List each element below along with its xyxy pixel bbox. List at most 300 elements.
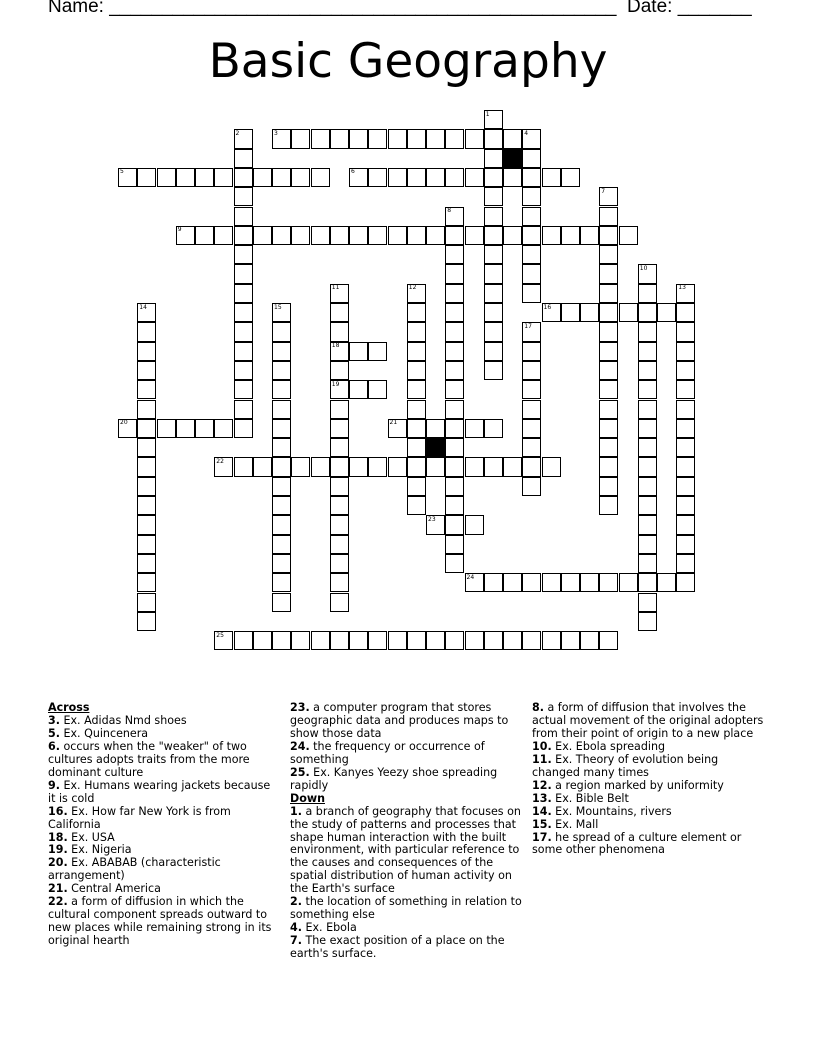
grid-cell[interactable]	[445, 631, 464, 650]
grid-cell[interactable]	[676, 322, 695, 341]
grid-cell[interactable]	[484, 631, 503, 650]
grid-cell[interactable]	[330, 496, 349, 515]
grid-cell[interactable]	[234, 342, 253, 361]
grid-cell[interactable]	[599, 207, 618, 226]
grid-cell[interactable]	[522, 264, 541, 283]
grid-cell[interactable]	[638, 419, 657, 438]
grid-cell[interactable]	[157, 168, 176, 187]
grid-cell[interactable]	[137, 438, 156, 457]
grid-cell[interactable]	[272, 342, 291, 361]
grid-cell[interactable]	[638, 380, 657, 399]
grid-cell[interactable]	[484, 342, 503, 361]
grid-cell[interactable]	[465, 226, 484, 245]
grid-cell[interactable]	[330, 438, 349, 457]
grid-cell[interactable]	[465, 631, 484, 650]
grid-cell[interactable]	[407, 380, 426, 399]
grid-cell[interactable]	[445, 226, 464, 245]
cell-number: 17	[524, 322, 532, 330]
grid-cell[interactable]	[445, 400, 464, 419]
grid-cell[interactable]	[272, 438, 291, 457]
grid-cell[interactable]	[484, 573, 503, 592]
clue-number: 14.	[532, 804, 552, 818]
grid-cell[interactable]	[580, 631, 599, 650]
grid-cell[interactable]	[291, 129, 310, 148]
grid-cell[interactable]	[599, 264, 618, 283]
grid-cell[interactable]	[522, 149, 541, 168]
grid-cell[interactable]	[445, 554, 464, 573]
grid-cell[interactable]	[214, 226, 233, 245]
grid-cell[interactable]	[330, 303, 349, 322]
across-heading: Across	[48, 701, 90, 714]
grid-cell[interactable]	[484, 226, 503, 245]
grid-cell[interactable]	[599, 457, 618, 476]
grid-cell[interactable]	[368, 129, 387, 148]
grid-cell[interactable]	[503, 129, 522, 148]
grid-cell[interactable]	[484, 264, 503, 283]
grid-cell[interactable]	[407, 322, 426, 341]
grid-cell[interactable]	[330, 361, 349, 380]
grid-cell[interactable]	[330, 129, 349, 148]
black-cell	[426, 438, 445, 457]
grid-cell[interactable]	[407, 129, 426, 148]
grid-cell[interactable]	[214, 419, 233, 438]
grid-cell[interactable]	[368, 342, 387, 361]
grid-cell[interactable]	[445, 245, 464, 264]
grid-cell[interactable]	[638, 593, 657, 612]
grid-cell[interactable]	[368, 380, 387, 399]
clue-number: 23.	[290, 701, 310, 714]
grid-cell[interactable]	[272, 380, 291, 399]
down-clue	[532, 702, 764, 741]
grid-cell[interactable]	[234, 168, 253, 187]
grid-cell[interactable]	[484, 457, 503, 476]
grid-cell[interactable]	[638, 322, 657, 341]
grid-cell[interactable]	[234, 400, 253, 419]
grid-cell[interactable]	[484, 322, 503, 341]
grid-cell[interactable]	[234, 284, 253, 303]
grid-cell[interactable]	[657, 573, 676, 592]
grid-cell[interactable]	[426, 631, 445, 650]
grid-cell[interactable]	[426, 168, 445, 187]
grid-cell[interactable]	[291, 631, 310, 650]
clue-text: Ex. Mall	[551, 817, 599, 831]
grid-cell[interactable]	[522, 342, 541, 361]
grid-cell[interactable]	[388, 631, 407, 650]
grid-cell[interactable]	[503, 631, 522, 650]
grid-cell[interactable]	[599, 438, 618, 457]
grid-cell[interactable]	[291, 168, 310, 187]
grid-cell[interactable]	[330, 457, 349, 476]
grid-cell[interactable]	[561, 226, 580, 245]
grid-cell[interactable]	[330, 419, 349, 438]
grid-cell[interactable]	[368, 631, 387, 650]
cell-number: 25	[216, 631, 224, 639]
grid-cell[interactable]	[599, 477, 618, 496]
grid-cell[interactable]	[407, 168, 426, 187]
clue-column-3	[532, 702, 764, 857]
grid-cell[interactable]	[484, 419, 503, 438]
grid-cell[interactable]	[599, 573, 618, 592]
grid-cell[interactable]	[522, 380, 541, 399]
grid-cell[interactable]	[445, 264, 464, 283]
grid-cell[interactable]	[445, 496, 464, 515]
grid-cell[interactable]	[599, 342, 618, 361]
grid-cell[interactable]	[619, 226, 638, 245]
grid-cell[interactable]	[234, 187, 253, 206]
grid-cell[interactable]	[272, 400, 291, 419]
grid-cell[interactable]	[522, 207, 541, 226]
grid-cell[interactable]	[137, 168, 156, 187]
grid-cell[interactable]	[638, 515, 657, 534]
grid-cell[interactable]	[157, 419, 176, 438]
grid-cell[interactable]	[542, 631, 561, 650]
grid-cell[interactable]	[484, 245, 503, 264]
grid-cell[interactable]	[676, 400, 695, 419]
grid-cell[interactable]	[676, 342, 695, 361]
grid-cell[interactable]	[445, 168, 464, 187]
grid-cell[interactable]	[330, 631, 349, 650]
grid-cell[interactable]	[407, 303, 426, 322]
grid-cell[interactable]	[484, 187, 503, 206]
clue-text: occurs when the "weaker" of two cultures adopts traits from the more dominant culture	[48, 739, 250, 779]
clue-number: 8.	[532, 701, 544, 714]
grid-cell[interactable]	[638, 535, 657, 554]
grid-cell[interactable]	[272, 477, 291, 496]
grid-cell[interactable]	[272, 226, 291, 245]
grid-cell[interactable]	[580, 573, 599, 592]
grid-cell[interactable]	[407, 631, 426, 650]
grid-cell[interactable]	[137, 322, 156, 341]
grid-cell[interactable]	[388, 168, 407, 187]
grid-cell[interactable]	[638, 457, 657, 476]
grid-cell[interactable]	[522, 226, 541, 245]
grid-cell[interactable]	[638, 400, 657, 419]
grid-cell[interactable]	[272, 361, 291, 380]
grid-cell[interactable]	[522, 477, 541, 496]
grid-cell[interactable]	[561, 573, 580, 592]
clue-column-1	[48, 702, 280, 948]
grid-cell[interactable]	[638, 303, 657, 322]
grid-cell[interactable]	[253, 631, 272, 650]
grid-cell[interactable]	[137, 593, 156, 612]
grid-cell[interactable]	[561, 168, 580, 187]
grid-cell[interactable]	[484, 303, 503, 322]
grid-cell[interactable]	[638, 612, 657, 631]
grid-cell[interactable]	[445, 477, 464, 496]
grid-cell[interactable]	[445, 361, 464, 380]
grid-cell[interactable]	[676, 419, 695, 438]
grid-cell[interactable]	[272, 554, 291, 573]
grid-cell[interactable]	[445, 535, 464, 554]
grid-cell[interactable]	[234, 226, 253, 245]
grid-cell[interactable]	[330, 535, 349, 554]
grid-cell[interactable]	[195, 226, 214, 245]
grid-cell[interactable]	[599, 400, 618, 419]
grid-cell[interactable]	[253, 226, 272, 245]
grid-cell[interactable]	[676, 535, 695, 554]
grid-cell[interactable]	[542, 168, 561, 187]
grid-cell[interactable]	[272, 457, 291, 476]
grid-cell[interactable]	[195, 419, 214, 438]
clue-text: Ex. Mountains, rivers	[551, 804, 672, 818]
grid-cell[interactable]	[349, 226, 368, 245]
grid-cell[interactable]	[638, 573, 657, 592]
grid-cell[interactable]	[542, 226, 561, 245]
grid-cell[interactable]	[349, 631, 368, 650]
grid-cell[interactable]	[676, 515, 695, 534]
grid-cell[interactable]	[599, 419, 618, 438]
grid-cell[interactable]	[330, 400, 349, 419]
clue-number: 9.	[48, 778, 60, 792]
grid-cell[interactable]	[561, 303, 580, 322]
grid-cell[interactable]	[522, 168, 541, 187]
clue-number: 17.	[532, 830, 552, 844]
grid-cell[interactable]	[522, 187, 541, 206]
grid-cell[interactable]	[407, 419, 426, 438]
grid-cell[interactable]	[234, 149, 253, 168]
clue-text: Ex. Theory of evolution being changed many times	[532, 752, 719, 779]
grid-cell[interactable]	[330, 226, 349, 245]
grid-cell[interactable]	[465, 129, 484, 148]
grid-cell[interactable]	[619, 573, 638, 592]
grid-cell[interactable]	[426, 419, 445, 438]
grid-cell[interactable]	[599, 226, 618, 245]
grid-cell[interactable]	[522, 631, 541, 650]
grid-cell[interactable]	[465, 419, 484, 438]
grid-cell[interactable]	[176, 419, 195, 438]
grid-cell[interactable]	[330, 554, 349, 573]
clue-text: the frequency or occurrence of something	[290, 739, 485, 766]
grid-cell[interactable]	[503, 226, 522, 245]
grid-cell[interactable]	[137, 400, 156, 419]
grid-cell[interactable]	[407, 457, 426, 476]
cell-number: 2	[235, 129, 240, 137]
grid-cell[interactable]	[137, 419, 156, 438]
grid-cell[interactable]	[445, 303, 464, 322]
grid-cell[interactable]	[599, 496, 618, 515]
grid-cell[interactable]	[272, 515, 291, 534]
grid-cell[interactable]	[426, 457, 445, 476]
grid-cell[interactable]	[638, 477, 657, 496]
grid-cell[interactable]	[484, 129, 503, 148]
grid-cell[interactable]	[522, 245, 541, 264]
grid-cell[interactable]	[465, 457, 484, 476]
grid-cell[interactable]	[137, 361, 156, 380]
grid-cell[interactable]	[619, 303, 638, 322]
grid-cell[interactable]	[484, 168, 503, 187]
grid-cell[interactable]	[407, 400, 426, 419]
grid-cell[interactable]	[445, 380, 464, 399]
grid-cell[interactable]	[234, 631, 253, 650]
grid-cell[interactable]	[542, 457, 561, 476]
grid-cell[interactable]	[599, 303, 618, 322]
grid-cell[interactable]	[638, 496, 657, 515]
grid-cell[interactable]	[330, 573, 349, 592]
grid-cell[interactable]	[522, 438, 541, 457]
grid-cell[interactable]	[676, 573, 695, 592]
grid-cell[interactable]	[561, 631, 580, 650]
clue-text: a branch of geography that focuses on the study of patterns and processes that shape human interaction with the built environment, with particular reference to the causes and consequences of the spatial distribution of human activity on the Earth's surface	[290, 804, 521, 896]
grid-cell[interactable]	[234, 457, 253, 476]
grid-cell[interactable]	[599, 284, 618, 303]
grid-cell[interactable]	[272, 535, 291, 554]
grid-cell[interactable]	[445, 419, 464, 438]
grid-cell[interactable]	[234, 207, 253, 226]
grid-cell[interactable]	[137, 496, 156, 515]
grid-cell[interactable]	[638, 342, 657, 361]
grid-cell[interactable]	[137, 612, 156, 631]
grid-cell[interactable]	[234, 245, 253, 264]
grid-cell[interactable]	[522, 573, 541, 592]
name-field[interactable]: Name: ________________________________________________	[48, 0, 617, 17]
clue-text: Ex. Ebola	[301, 921, 357, 935]
grid-cell[interactable]	[580, 303, 599, 322]
grid-cell[interactable]	[349, 342, 368, 361]
grid-cell[interactable]	[137, 515, 156, 534]
grid-cell[interactable]	[503, 457, 522, 476]
grid-cell[interactable]	[234, 361, 253, 380]
grid-cell[interactable]	[638, 554, 657, 573]
grid-cell[interactable]	[272, 593, 291, 612]
grid-cell[interactable]	[407, 361, 426, 380]
grid-cell[interactable]	[676, 361, 695, 380]
grid-cell[interactable]	[426, 226, 445, 245]
grid-cell[interactable]	[676, 496, 695, 515]
grid-cell[interactable]	[253, 168, 272, 187]
grid-cell[interactable]	[388, 457, 407, 476]
cell-number: 5	[120, 168, 124, 176]
grid-cell[interactable]	[445, 322, 464, 341]
grid-cell[interactable]	[657, 303, 676, 322]
grid-cell[interactable]	[272, 322, 291, 341]
grid-cell[interactable]	[330, 515, 349, 534]
grid-cell[interactable]	[599, 361, 618, 380]
grid-cell[interactable]	[445, 457, 464, 476]
grid-cell[interactable]	[638, 438, 657, 457]
grid-cell[interactable]	[580, 226, 599, 245]
grid-cell[interactable]	[599, 631, 618, 650]
grid-cell[interactable]	[407, 496, 426, 515]
grid-cell[interactable]	[638, 361, 657, 380]
grid-cell[interactable]	[311, 631, 330, 650]
grid-cell[interactable]	[137, 457, 156, 476]
grid-cell[interactable]	[349, 380, 368, 399]
grid-cell[interactable]	[311, 129, 330, 148]
grid-cell[interactable]	[272, 419, 291, 438]
grid-cell[interactable]	[368, 226, 387, 245]
clue-text: the location of something in relation to something else	[290, 895, 522, 922]
grid-cell[interactable]	[484, 284, 503, 303]
grid-cell[interactable]	[272, 573, 291, 592]
grid-cell[interactable]	[407, 477, 426, 496]
grid-cell[interactable]	[445, 515, 464, 534]
grid-cell[interactable]	[522, 361, 541, 380]
grid-cell[interactable]	[311, 168, 330, 187]
grid-cell[interactable]	[503, 168, 522, 187]
grid-cell[interactable]	[330, 593, 349, 612]
grid-cell[interactable]	[214, 168, 233, 187]
grid-cell[interactable]	[599, 322, 618, 341]
grid-cell[interactable]	[234, 322, 253, 341]
grid-cell[interactable]	[368, 457, 387, 476]
grid-cell[interactable]	[137, 554, 156, 573]
grid-cell[interactable]	[484, 149, 503, 168]
clue-text: Ex. Quincenera	[59, 726, 149, 740]
grid-cell[interactable]	[330, 477, 349, 496]
grid-cell[interactable]	[137, 477, 156, 496]
grid-cell[interactable]	[330, 322, 349, 341]
grid-cell[interactable]	[137, 535, 156, 554]
grid-cell[interactable]	[445, 438, 464, 457]
grid-cell[interactable]	[349, 129, 368, 148]
grid-cell[interactable]	[638, 284, 657, 303]
grid-cell[interactable]	[291, 457, 310, 476]
grid-cell[interactable]	[253, 457, 272, 476]
grid-cell[interactable]	[445, 129, 464, 148]
across-clue	[290, 702, 522, 741]
grid-cell[interactable]	[599, 245, 618, 264]
date-field[interactable]: Date: _______	[627, 0, 752, 17]
grid-cell[interactable]	[522, 457, 541, 476]
grid-cell[interactable]	[272, 168, 291, 187]
grid-cell[interactable]	[195, 168, 214, 187]
grid-cell[interactable]	[137, 573, 156, 592]
grid-cell[interactable]	[522, 400, 541, 419]
grid-cell[interactable]	[234, 303, 253, 322]
grid-cell[interactable]	[676, 457, 695, 476]
grid-cell[interactable]	[137, 380, 156, 399]
grid-cell[interactable]	[407, 438, 426, 457]
grid-cell[interactable]	[484, 361, 503, 380]
grid-cell[interactable]	[676, 303, 695, 322]
grid-cell[interactable]	[676, 438, 695, 457]
grid-cell[interactable]	[234, 380, 253, 399]
grid-cell[interactable]	[407, 226, 426, 245]
grid-cell[interactable]	[407, 342, 426, 361]
grid-cell[interactable]	[599, 380, 618, 399]
grid-cell[interactable]	[368, 168, 387, 187]
grid-cell[interactable]	[137, 342, 156, 361]
grid-cell[interactable]	[465, 168, 484, 187]
grid-cell[interactable]	[272, 631, 291, 650]
grid-cell[interactable]	[522, 284, 541, 303]
grid-cell[interactable]	[234, 264, 253, 283]
grid-cell[interactable]	[484, 207, 503, 226]
grid-cell[interactable]	[176, 168, 195, 187]
grid-cell[interactable]	[291, 226, 310, 245]
grid-cell[interactable]	[388, 226, 407, 245]
grid-cell[interactable]	[465, 515, 484, 534]
grid-cell[interactable]	[522, 419, 541, 438]
grid-cell[interactable]	[311, 457, 330, 476]
grid-cell[interactable]	[349, 457, 368, 476]
grid-cell[interactable]	[445, 284, 464, 303]
cell-number: 4	[524, 129, 529, 137]
grid-cell[interactable]	[503, 573, 522, 592]
clue-number: 10.	[532, 739, 552, 753]
grid-cell[interactable]	[426, 129, 445, 148]
grid-cell[interactable]	[445, 342, 464, 361]
grid-cell[interactable]	[234, 419, 253, 438]
grid-cell[interactable]	[272, 496, 291, 515]
clue-text: The exact position of a place on the earth's surface.	[290, 934, 505, 961]
grid-cell[interactable]	[676, 554, 695, 573]
grid-cell[interactable]	[676, 477, 695, 496]
grid-cell[interactable]	[676, 380, 695, 399]
grid-cell[interactable]	[388, 129, 407, 148]
grid-cell[interactable]	[542, 573, 561, 592]
grid-cell[interactable]	[311, 226, 330, 245]
